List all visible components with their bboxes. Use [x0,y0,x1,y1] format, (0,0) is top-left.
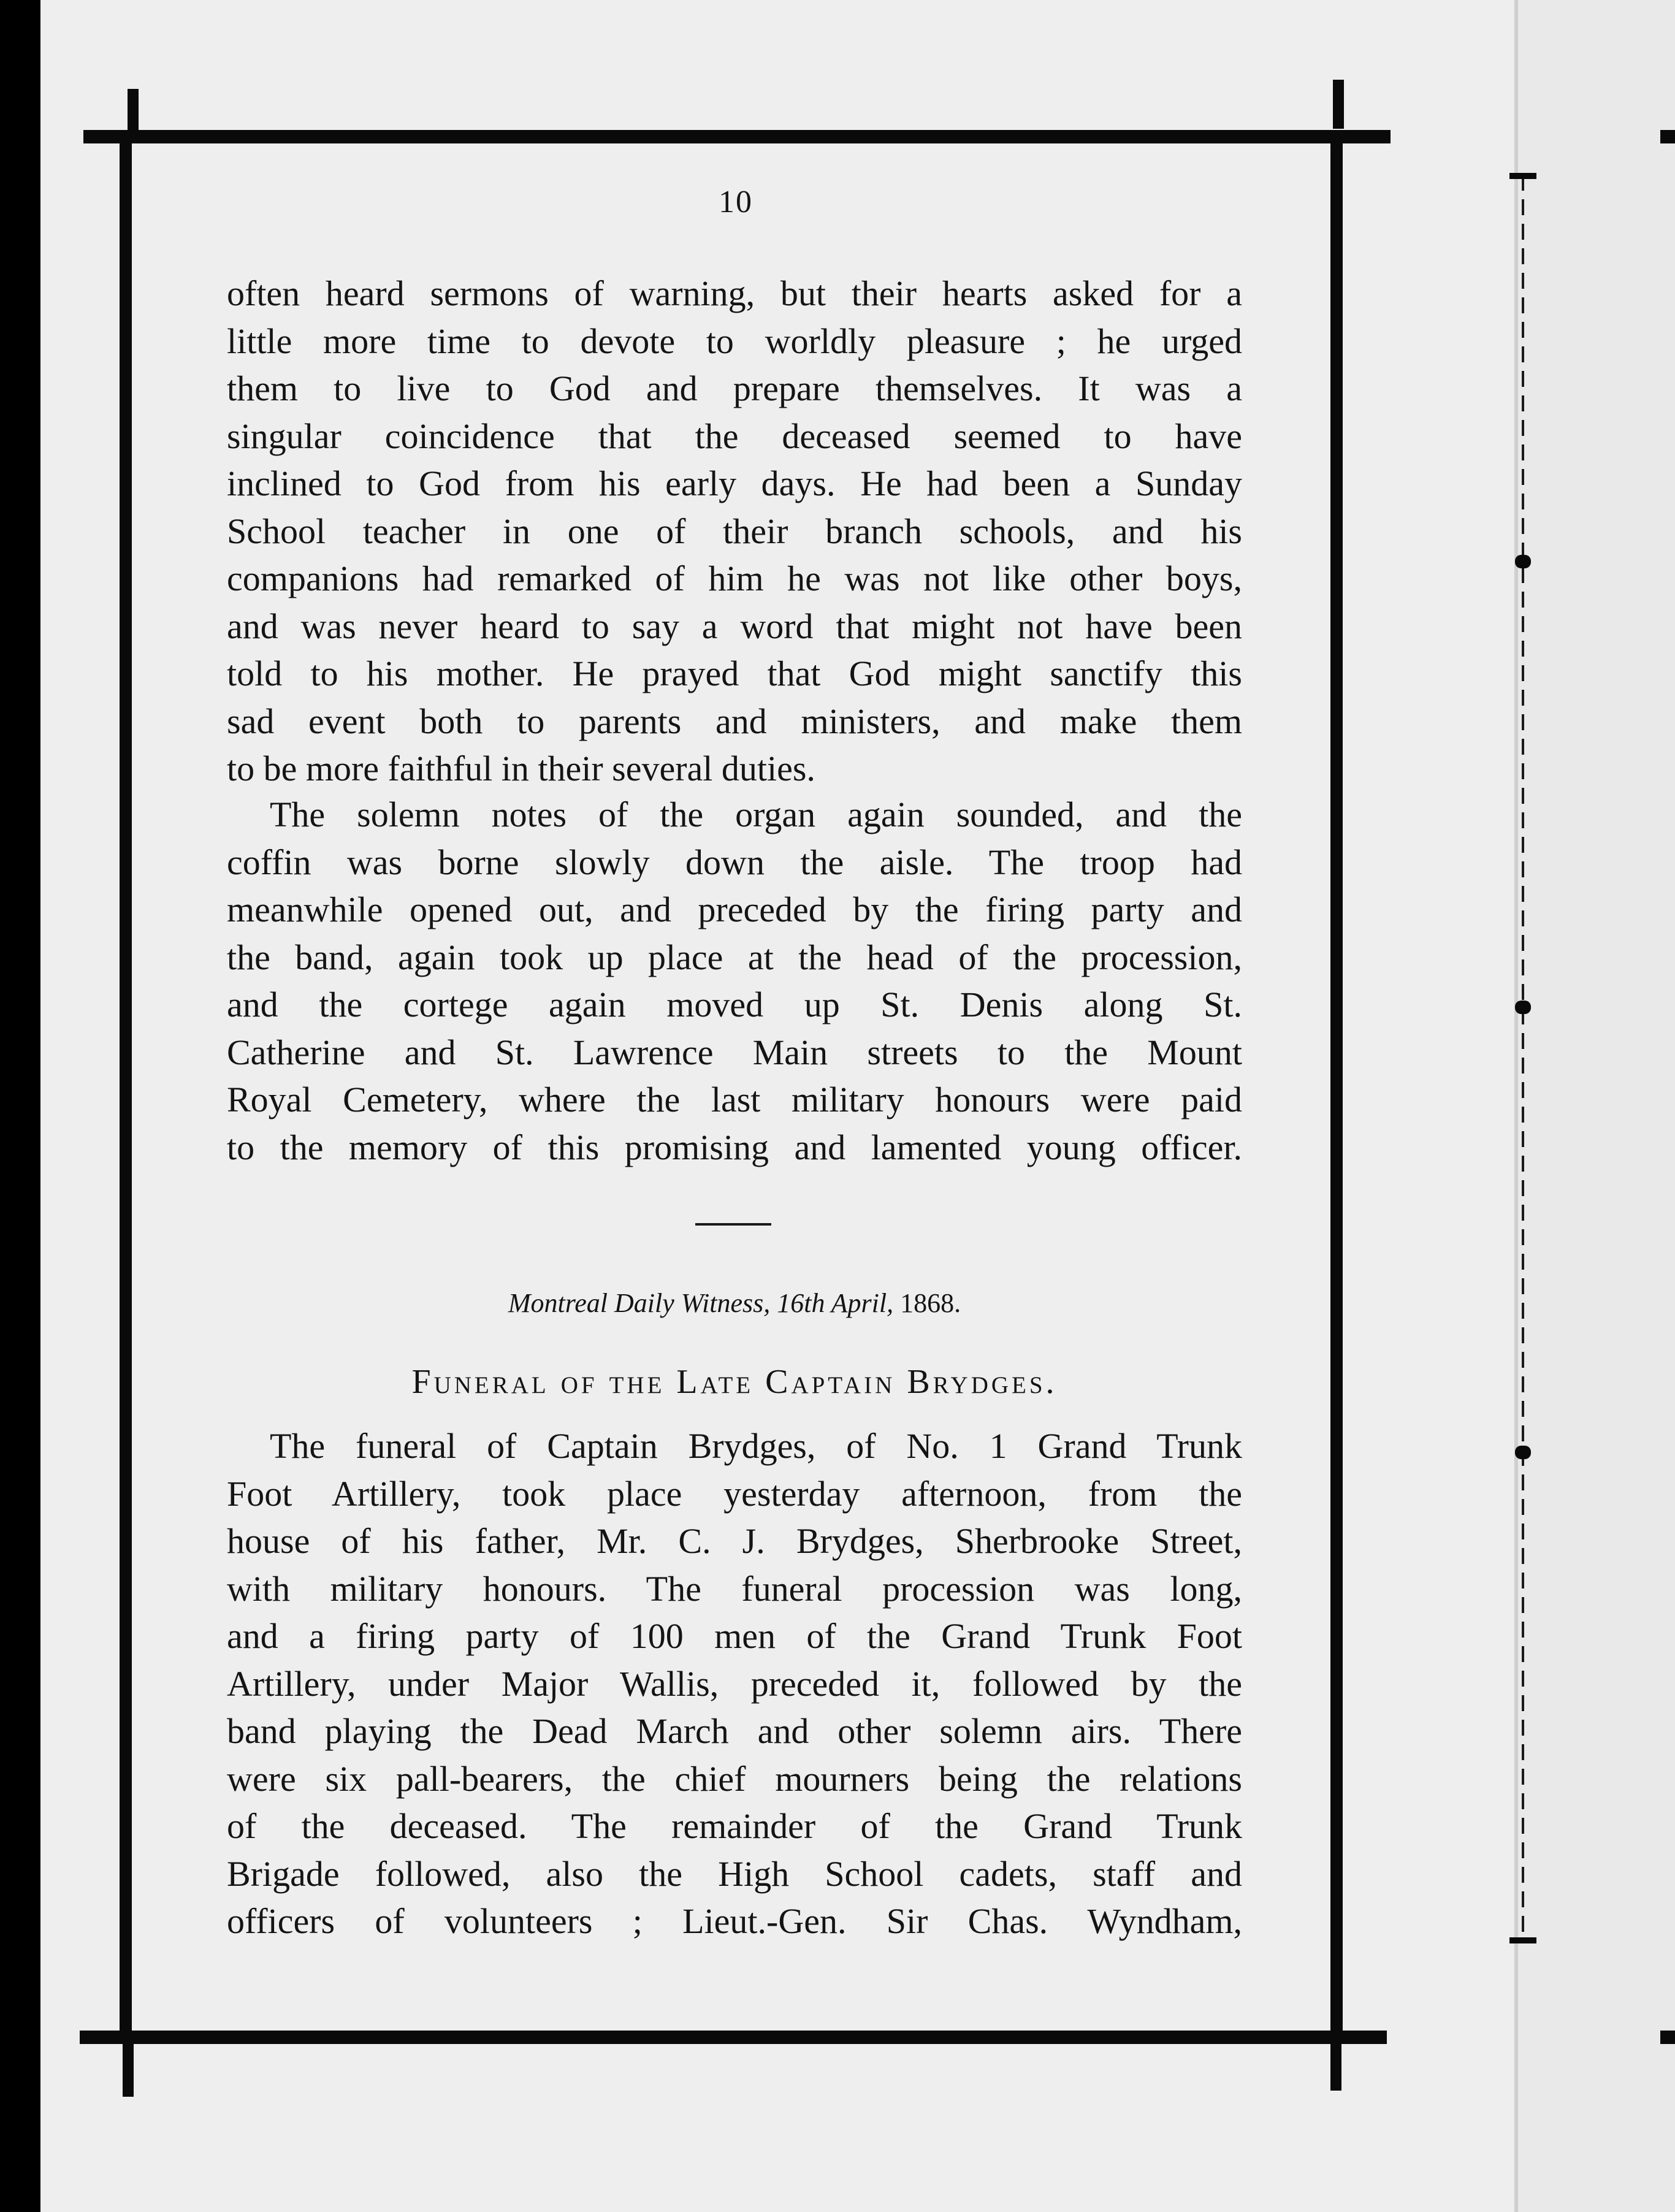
binding-knot [1515,1446,1531,1459]
paragraph-3 [227,1422,1242,1945]
text-line: School teacher in one of their branch schools, and his [227,511,1242,551]
adjacent-frame-mark [1660,130,1675,143]
paragraph-1 [227,270,1242,793]
text-line: of the deceased. The remainder of the Grand Trunk [227,1806,1242,1846]
binding-knot [1515,555,1531,568]
text-line: band playing the Dead March and other solemn airs. There [227,1711,1242,1751]
frame-left-rule [120,130,132,2044]
section-separator [695,1223,771,1226]
text-line: and the cortege again moved up St. Denis along St. [227,985,1242,1024]
text-line: to be more faithful in their several duties. [227,749,815,788]
text-line: Catherine and St. Lawrence Main streets to the Mount [227,1032,1242,1072]
frame-bottom-rule [80,2031,1387,2044]
text-line: singular coincidence that the deceased seemed to have [227,416,1242,456]
page-number: 10 [719,185,753,219]
frame-corner-tick [1333,80,1344,129]
frame-corner-tick [128,89,139,138]
source-citation [227,1287,1242,1319]
binding-stitch [1522,175,1524,1940]
text-line: were six pall-bearers, the chief mourners being the relations [227,1758,1242,1799]
binding-stitch-cap [1509,1937,1536,1943]
adjacent-frame-mark [1660,2031,1675,2044]
text-line: inclined to God from his early days. He had been a Sunday [227,463,1242,503]
text-line: Artillery, under Major Wallis, preceded it, followed by the [227,1663,1242,1704]
text-line: Brigade followed, also the High School cadets, staff and [227,1853,1242,1894]
text-line: Foot Artillery, took place yesterday afternoon, from the [227,1473,1242,1514]
binding-stitch-cap [1509,173,1536,179]
text-line: coffin was borne slowly down the aisle. The troop had [227,842,1242,882]
text-line: the band, again took up place at the head of the procession, [227,937,1242,977]
text-line: often heard sermons of warning, but their hearts asked for a [227,273,1242,313]
text-line: house of his father, Mr. C. J. Brydges, Sherbrooke Street, [227,1521,1242,1561]
text-line: told to his mother. He prayed that God might sanctify this [227,654,1242,693]
text-line: sad event both to parents and ministers, and make them [227,701,1242,741]
frame-right-rule [1330,130,1343,2044]
binding-knot [1515,1001,1531,1014]
adjacent-page-edge [1514,0,1675,2212]
text-line: officers of volunteers ; Lieut.-Gen. Sir Chas. Wyndham, [227,1901,1242,1941]
source-year: 1868. [900,1288,961,1318]
text-line: meanwhile opened out, and preceded by the firing party and [227,890,1242,929]
text-line: and was never heard to say a word that might not have been [227,606,1242,646]
article-heading: Funeral of the Late Captain Brydges. [411,1363,1058,1401]
text-line: Royal Cemetery, where the last military honours were paid [227,1080,1242,1119]
text-line: little more time to devote to worldly pleasure ; he urged [227,321,1242,361]
text-line: with military honours. The funeral procession was long, [227,1568,1242,1609]
text-line: them to live to God and prepare themselves. It was a [227,368,1242,408]
text-line: and a firing party of 100 men of the Grand Trunk Foot [227,1616,1242,1656]
text-line: The funeral of Captain Brydges, of No. 1 Grand Trunk [270,1426,1242,1466]
source-publication: Montreal Daily Witness, [508,1288,771,1318]
frame-corner-tick [123,2042,134,2097]
text-line: companions had remarked of him he was not like other boys, [227,559,1242,598]
paragraph-2 [227,791,1242,1171]
text-line: to the memory of this promising and lamented young officer. [227,1127,1242,1167]
source-date: 16th April, [777,1288,894,1318]
frame-top-rule [83,130,1391,143]
text-line: The solemn notes of the organ again sounded, and the [270,795,1242,834]
frame-corner-tick [1330,2035,1341,2091]
